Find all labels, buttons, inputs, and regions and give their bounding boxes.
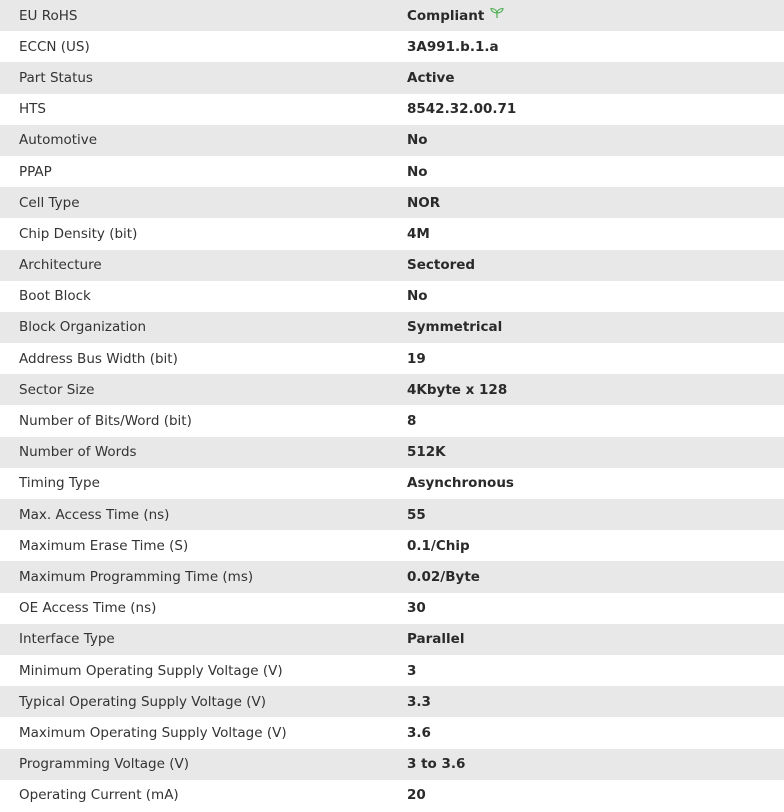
- spec-row-cell-type: [0, 187, 784, 218]
- spec-value: Asynchronous: [407, 475, 514, 492]
- spec-label: Maximum Programming Time (ms): [19, 568, 254, 585]
- spec-row-hts: [0, 94, 784, 125]
- spec-value: NOR: [407, 194, 441, 211]
- spec-row-operating-current: [0, 780, 784, 811]
- spec-value: 512K: [407, 444, 446, 461]
- spec-value: Sectored: [407, 257, 476, 274]
- spec-row-programming-voltage: [0, 749, 784, 780]
- spec-value: 4Kbyte x 128: [407, 381, 508, 398]
- spec-value: 3: [407, 662, 417, 679]
- spec-row-max-erase-time: [0, 530, 784, 561]
- spec-label: Minimum Operating Supply Voltage (V): [19, 662, 283, 679]
- spec-row-automotive: [0, 125, 784, 156]
- spec-row-boot-block: [0, 281, 784, 312]
- spec-value: 3.6: [407, 724, 431, 741]
- spec-label: Number of Words: [19, 444, 137, 461]
- spec-row-address-bus-width: [0, 343, 784, 374]
- spec-row-eccn: [0, 31, 784, 62]
- spec-value: 30: [407, 600, 426, 617]
- spec-value: 3 to 3.6: [407, 756, 466, 773]
- spec-row-min-supply-voltage: [0, 655, 784, 686]
- spec-label: ECCN (US): [19, 38, 90, 55]
- spec-label: Automotive: [19, 132, 98, 149]
- spec-label: Timing Type: [19, 475, 100, 492]
- spec-value: 8542.32.00.71: [407, 101, 517, 118]
- spec-label: Boot Block: [19, 288, 91, 305]
- spec-value: 3.3: [407, 693, 431, 710]
- spec-label: Address Bus Width (bit): [19, 350, 178, 367]
- spec-value: 4M: [407, 225, 430, 242]
- spec-value: 3A991.b.1.a: [407, 38, 499, 55]
- spec-value: Active: [407, 69, 455, 86]
- spec-label: Architecture: [19, 257, 102, 274]
- spec-label: Sector Size: [19, 381, 95, 398]
- spec-value-cell: [407, 0, 784, 31]
- leaf-icon: [490, 7, 504, 23]
- spec-row-max-supply-voltage: [0, 717, 784, 748]
- spec-label: Interface Type: [19, 631, 115, 648]
- spec-row-sector-size: [0, 374, 784, 405]
- spec-label: Maximum Erase Time (S): [19, 537, 189, 554]
- spec-row-ppap: [0, 156, 784, 187]
- spec-row-bits-per-word: [0, 405, 784, 436]
- spec-label: Programming Voltage (V): [19, 756, 189, 773]
- spec-value: 55: [407, 506, 426, 523]
- spec-value: 0.02/Byte: [407, 568, 480, 585]
- spec-label: Cell Type: [19, 194, 80, 211]
- spec-label: Chip Density (bit): [19, 225, 138, 242]
- spec-row-part-status: [0, 62, 784, 93]
- spec-label: HTS: [19, 101, 46, 118]
- spec-label: Number of Bits/Word (bit): [19, 413, 192, 430]
- spec-value: No: [407, 288, 428, 305]
- spec-row-max-access-time: [0, 499, 784, 530]
- spec-row-timing-type: [0, 468, 784, 499]
- spec-label: OE Access Time (ns): [19, 600, 157, 617]
- spec-row-eu-rohs: [0, 0, 784, 31]
- spec-label: Maximum Operating Supply Voltage (V): [19, 724, 287, 741]
- spec-value: 8: [407, 413, 417, 430]
- spec-row-block-organization: [0, 312, 784, 343]
- spec-value: 19: [407, 350, 426, 367]
- spec-value: Symmetrical: [407, 319, 503, 336]
- spec-label: Typical Operating Supply Voltage (V): [19, 693, 266, 710]
- spec-row-oe-access-time: [0, 593, 784, 624]
- spec-value: Compliant: [407, 7, 485, 24]
- spec-value: No: [407, 132, 428, 149]
- spec-row-typ-supply-voltage: [0, 686, 784, 717]
- spec-value: Parallel: [407, 631, 465, 648]
- spec-row-interface-type: [0, 624, 784, 655]
- spec-row-chip-density: [0, 218, 784, 249]
- spec-value: 0.1/Chip: [407, 537, 470, 554]
- spec-label: Part Status: [19, 69, 93, 86]
- spec-label: Max. Access Time (ns): [19, 506, 170, 523]
- spec-value: No: [407, 163, 428, 180]
- spec-value: 20: [407, 787, 426, 804]
- spec-row-max-programming-time: [0, 561, 784, 592]
- spec-label: Block Organization: [19, 319, 147, 336]
- spec-row-architecture: [0, 250, 784, 281]
- spec-label: PPAP: [19, 163, 52, 180]
- spec-label: Operating Current (mA): [19, 787, 179, 804]
- spec-row-number-of-words: [0, 437, 784, 468]
- spec-label: EU RoHS: [19, 7, 78, 24]
